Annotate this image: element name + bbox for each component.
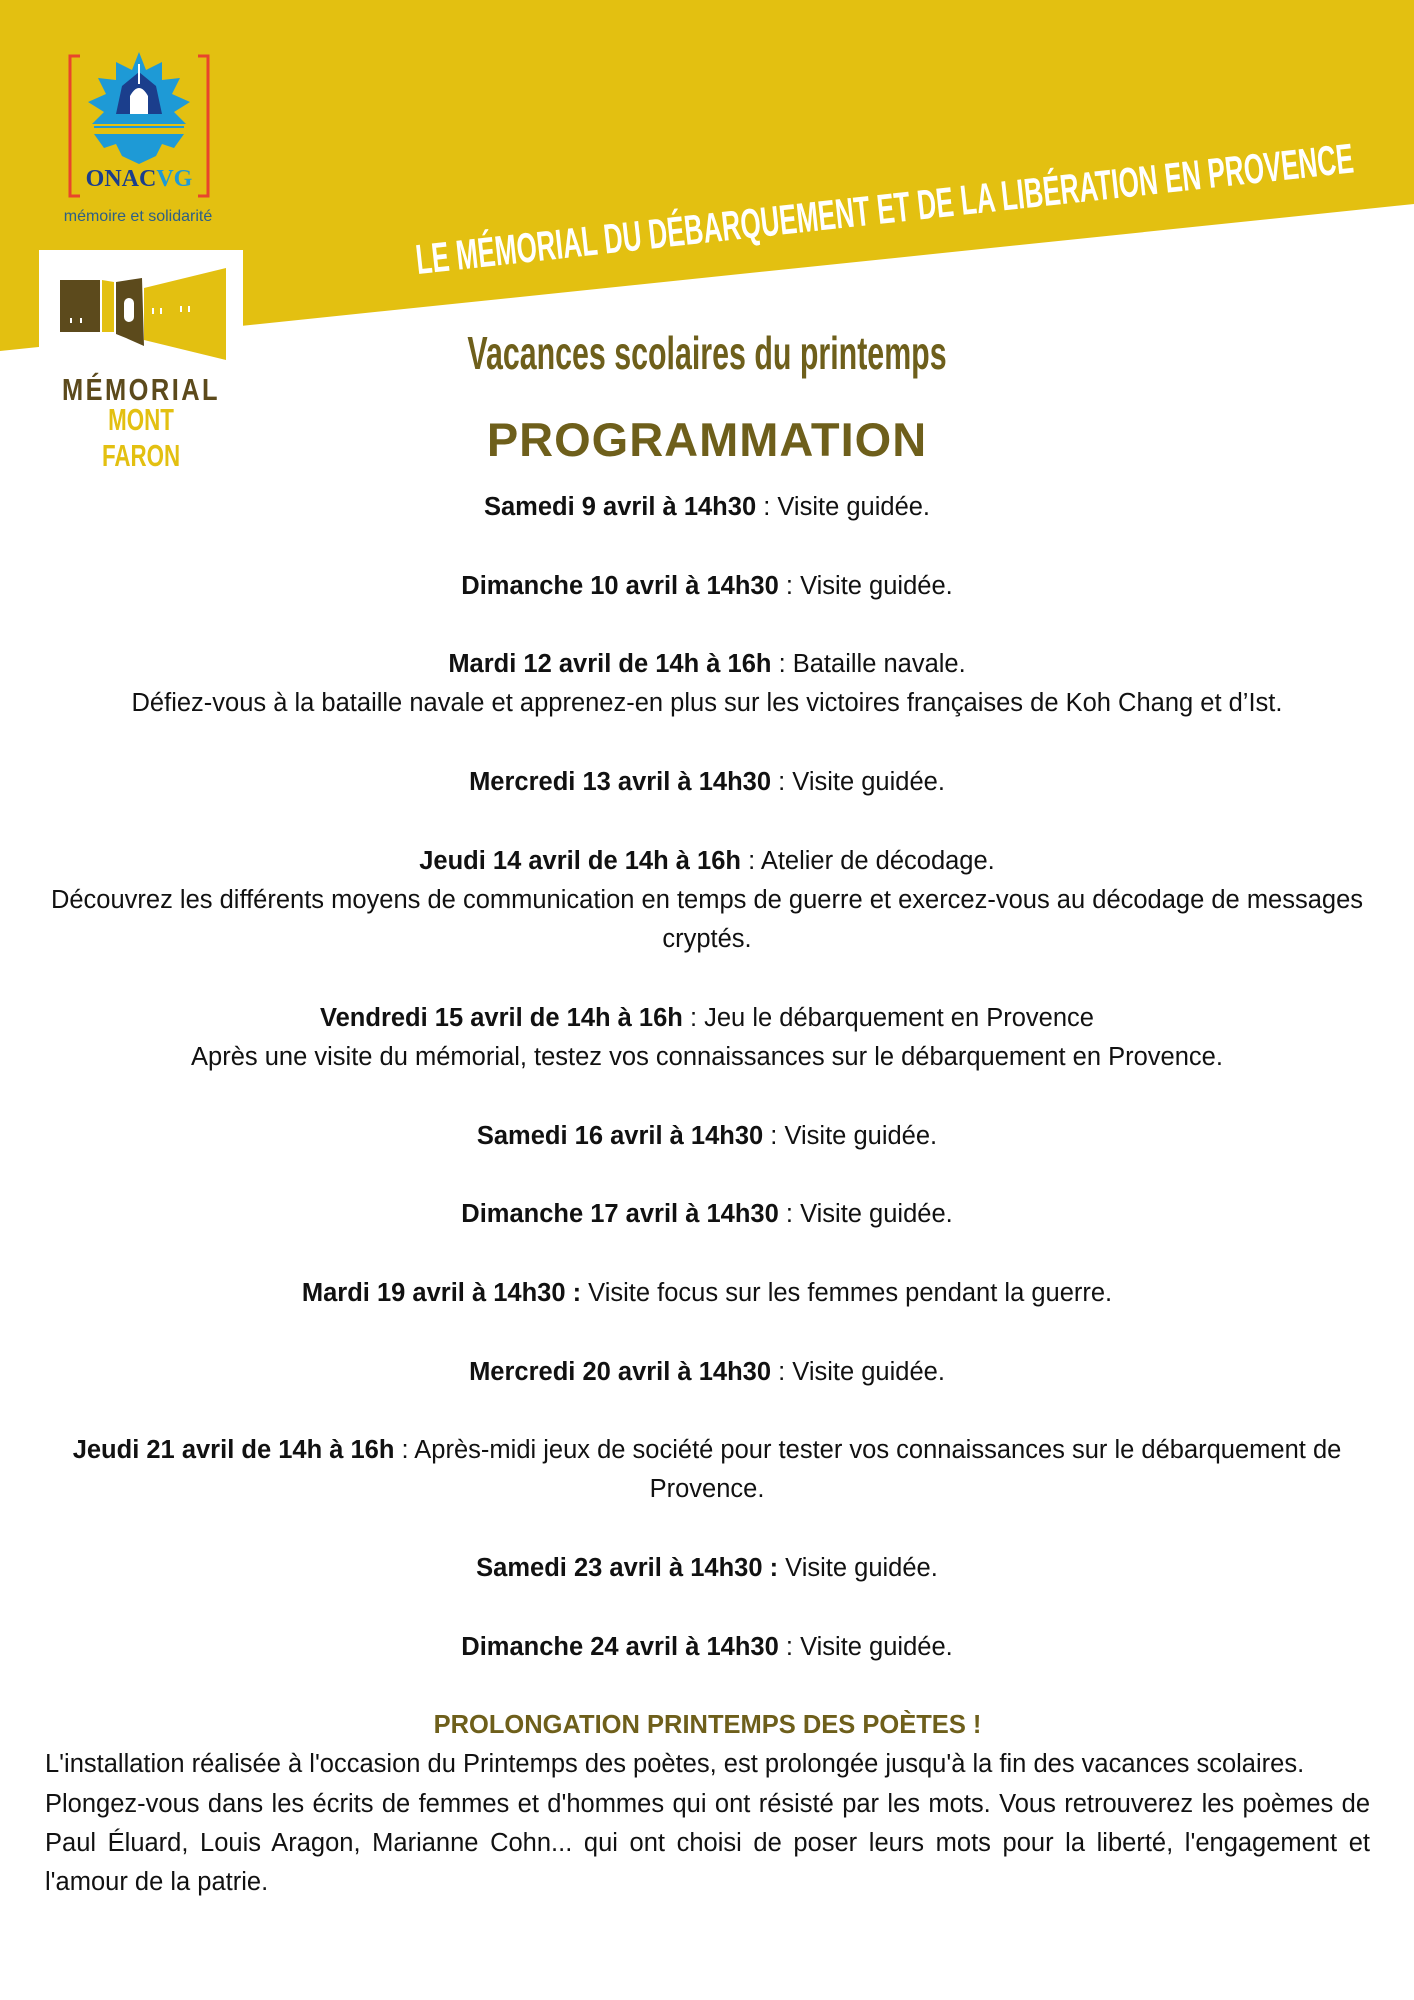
entry-activity: : Après-midi jeux de société pour tester vos connaissances sur le débarquement de Provence. — [394, 1436, 1342, 1504]
entry-description: Après une visite du mémorial, testez vos connaissances sur le débarquement en Provence. — [191, 1043, 1223, 1072]
entry-date: Mercredi 20 avril à 14h30 — [469, 1357, 772, 1386]
memorial-logo-line2: MONT FARON — [101, 402, 181, 473]
schedule-entry — [50, 1117, 1364, 1156]
entry-activity: : Visite guidée. — [771, 768, 945, 797]
entry-date: Jeudi 14 avril de 14h à 16h — [419, 846, 741, 875]
entry-activity: : Bataille navale. — [771, 650, 966, 679]
entry-activity: : Visite guidée. — [778, 1200, 953, 1229]
onac-tagline: mémoire et solidarité — [63, 208, 213, 225]
schedule-entry — [50, 645, 1364, 724]
schedule-entry — [50, 1274, 1364, 1313]
extension-paragraph-1: L'installation réalisée à l'occasion du Printemps des poètes, est prolongée jusqu'à la fin des vacances scolaires. — [45, 1750, 1305, 1779]
entry-activity: : Visite guidée. — [756, 493, 931, 521]
entry-date: Mercredi 13 avril à 14h30 — [469, 768, 772, 797]
schedule-list — [50, 488, 1364, 1706]
schedule-entry — [50, 1353, 1364, 1392]
banner-title: LE MÉMORIAL DU DÉBARQUEMENT ET DE LA LIBÉRATION EN PROVENCE — [413, 134, 1356, 284]
memorial-building-icon — [60, 268, 226, 364]
schedule-entry — [50, 488, 1364, 527]
schedule-entry — [50, 763, 1364, 802]
entry-activity: : Visite guidée. — [778, 571, 953, 600]
schedule-entry — [50, 1195, 1364, 1234]
entry-date: Samedi 16 avril à 14h30 — [476, 1121, 764, 1150]
extension-section — [45, 1706, 1370, 1902]
entry-activity: Visite focus sur les femmes pendant la guerre. — [581, 1278, 1113, 1307]
extension-paragraph-2: Plongez-vous dans les écrits de femmes et d'hommes qui ont résisté par les mots. Vous retrouverez les poèmes de Paul Éluard, Louis Aragon, Marianne Cohn... qui ont choisi de poser leurs mots pour la liberté, l'engagement et l'amour de la patrie. — [45, 1789, 1370, 1897]
entry-activity: : Visite guidée. — [763, 1121, 938, 1150]
schedule-entry — [50, 567, 1364, 606]
schedule-entry — [50, 1549, 1364, 1588]
subtitle: Vacances scolaires du printemps — [467, 327, 947, 379]
svg-text:ONACVG: ONACVG — [85, 166, 193, 192]
programme-heading: PROGRAMMATION — [486, 413, 928, 466]
entry-activity: : Visite guidée. — [771, 1357, 945, 1386]
schedule-entry — [50, 1628, 1364, 1667]
entry-description: Découvrez les différents moyens de communication en temps de guerre et exercez-vous au décodage de messages cryptés. — [50, 885, 1364, 954]
schedule-entry — [50, 999, 1364, 1078]
extension-title: PROLONGATION PRINTEMPS DES POÈTES ! — [433, 1711, 982, 1739]
entry-activity: Visite guidée. — [778, 1554, 938, 1583]
entry-activity: : Jeu le débarquement en Provence — [682, 1003, 1094, 1032]
entry-activity: : Visite guidée. — [778, 1632, 953, 1661]
schedule-entry — [50, 842, 1364, 960]
entry-date: Mardi 12 avril de 14h à 16h — [448, 650, 772, 679]
entry-date: Dimanche 17 avril à 14h30 — [461, 1200, 779, 1229]
memorial-logo-line1: MÉMORIAL — [61, 372, 221, 407]
onacvg-logo — [66, 52, 212, 200]
entry-description: Défiez-vous à la bataille navale et apprenez-en plus sur les victoires françaises de Koh Chang et d’Ist. — [131, 689, 1283, 718]
entry-date: Mardi 19 avril à 14h30 : — [301, 1278, 582, 1307]
entry-date: Dimanche 24 avril à 14h30 — [461, 1632, 779, 1661]
entry-activity: : Atelier de décodage. — [740, 846, 995, 875]
entry-date: Jeudi 21 avril de 14h à 16h — [72, 1436, 395, 1465]
entry-date: Samedi 9 avril à 14h30 — [483, 493, 757, 521]
schedule-entry — [50, 1431, 1364, 1510]
entry-date: Samedi 23 avril à 14h30 : — [476, 1554, 779, 1583]
entry-date: Dimanche 10 avril à 14h30 — [461, 571, 779, 600]
entry-date: Vendredi 15 avril de 14h à 16h — [320, 1003, 683, 1032]
